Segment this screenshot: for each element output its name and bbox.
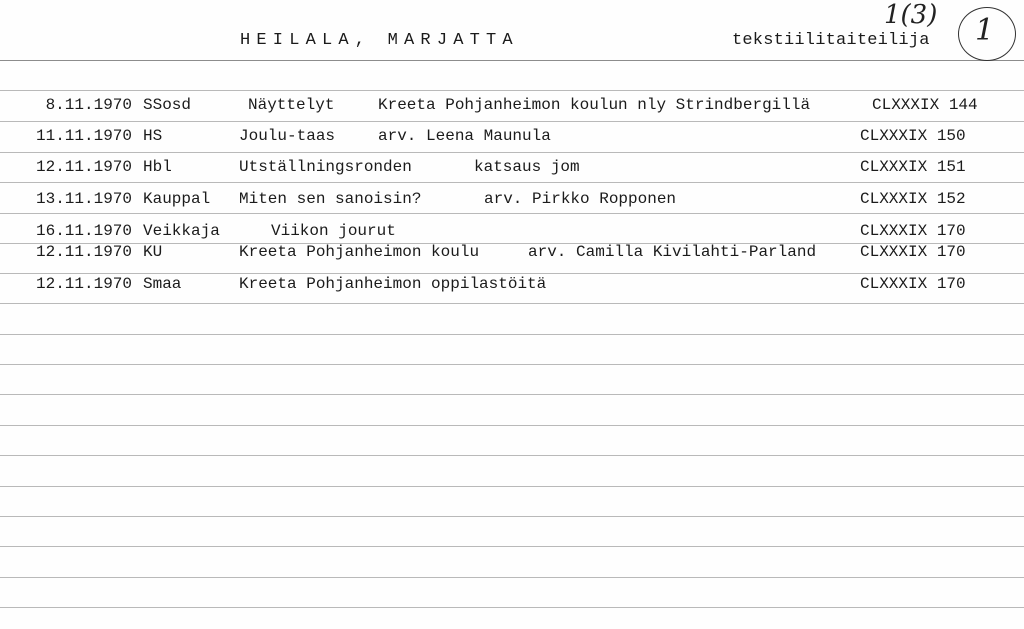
entry-reference: CLXXXIX 170	[860, 275, 966, 293]
entry-source: Veikkaja	[143, 222, 220, 240]
entry-reference: CLXXXIX 152	[860, 190, 966, 208]
entry-title: Miten sen sanoisin?	[239, 190, 422, 208]
ruled-line	[0, 577, 1024, 578]
entry-date: 11.11.1970	[35, 127, 132, 145]
entry-source: HS	[143, 127, 163, 145]
entry-source: Kauppal	[143, 190, 211, 208]
ruled-line	[0, 455, 1024, 456]
ruled-line	[0, 90, 1024, 91]
ruled-line	[0, 546, 1024, 547]
entry-source: KU	[143, 243, 163, 261]
entry-source: Smaa	[143, 275, 182, 293]
entry-title: Kreeta Pohjanheimon koulu	[239, 243, 480, 261]
ruled-line	[0, 394, 1024, 395]
ruled-line	[0, 364, 1024, 365]
entry-note: arv. Camilla Kivilahti-Parland	[528, 243, 817, 261]
entry-title: Utställningsronden	[239, 158, 412, 176]
person-name: HEILALA, MARJATTA	[240, 31, 519, 50]
entry-note: Kreeta Pohjanheimon koulun nly Strindbergillä	[378, 96, 811, 114]
entry-note: katsaus jom	[474, 158, 580, 176]
entry-source: Hbl	[143, 158, 172, 176]
ruled-line	[0, 303, 1024, 304]
entry-date: 12.11.1970	[35, 275, 132, 293]
ruled-line	[0, 486, 1024, 487]
entry-date: 16.11.1970	[35, 222, 132, 240]
entry-note: arv. Leena Maunula	[378, 127, 551, 145]
ruled-line	[0, 425, 1024, 426]
ruled-line	[0, 182, 1024, 183]
entry-source: SSosd	[143, 96, 192, 114]
header-rule	[0, 60, 1024, 61]
entry-date: 12.11.1970	[35, 158, 132, 176]
entry-reference: CLXXXIX 150	[860, 127, 966, 145]
ruled-line	[0, 273, 1024, 274]
entry-reference: CLXXXIX 170	[860, 222, 966, 240]
ruled-line	[0, 334, 1024, 335]
ruled-line	[0, 607, 1024, 608]
occupation: tekstiilitaiteilija	[732, 31, 930, 50]
card-fraction-handwritten: 1(3)	[884, 0, 938, 30]
entry-date: 12.11.1970	[35, 243, 132, 261]
ruled-line	[0, 121, 1024, 122]
entry-reference: CLXXXIX 151	[860, 158, 966, 176]
entry-reference: CLXXXIX 144	[872, 96, 978, 114]
entry-title: Viikon jourut	[271, 222, 396, 240]
entry-note: arv. Pirkko Ropponen	[484, 190, 677, 208]
ruled-line	[0, 152, 1024, 153]
ruled-line	[0, 516, 1024, 517]
entry-date: 13.11.1970	[35, 190, 132, 208]
entry-reference: CLXXXIX 170	[860, 243, 966, 261]
entry-date: 8.11.1970	[45, 96, 132, 114]
entry-title: Joulu-taas	[239, 127, 336, 145]
entry-title: Näyttelyt	[248, 96, 335, 114]
entry-title: Kreeta Pohjanheimon oppilastöitä	[239, 275, 547, 293]
card-number-handwritten: 1	[975, 13, 995, 48]
ruled-line	[0, 213, 1024, 214]
